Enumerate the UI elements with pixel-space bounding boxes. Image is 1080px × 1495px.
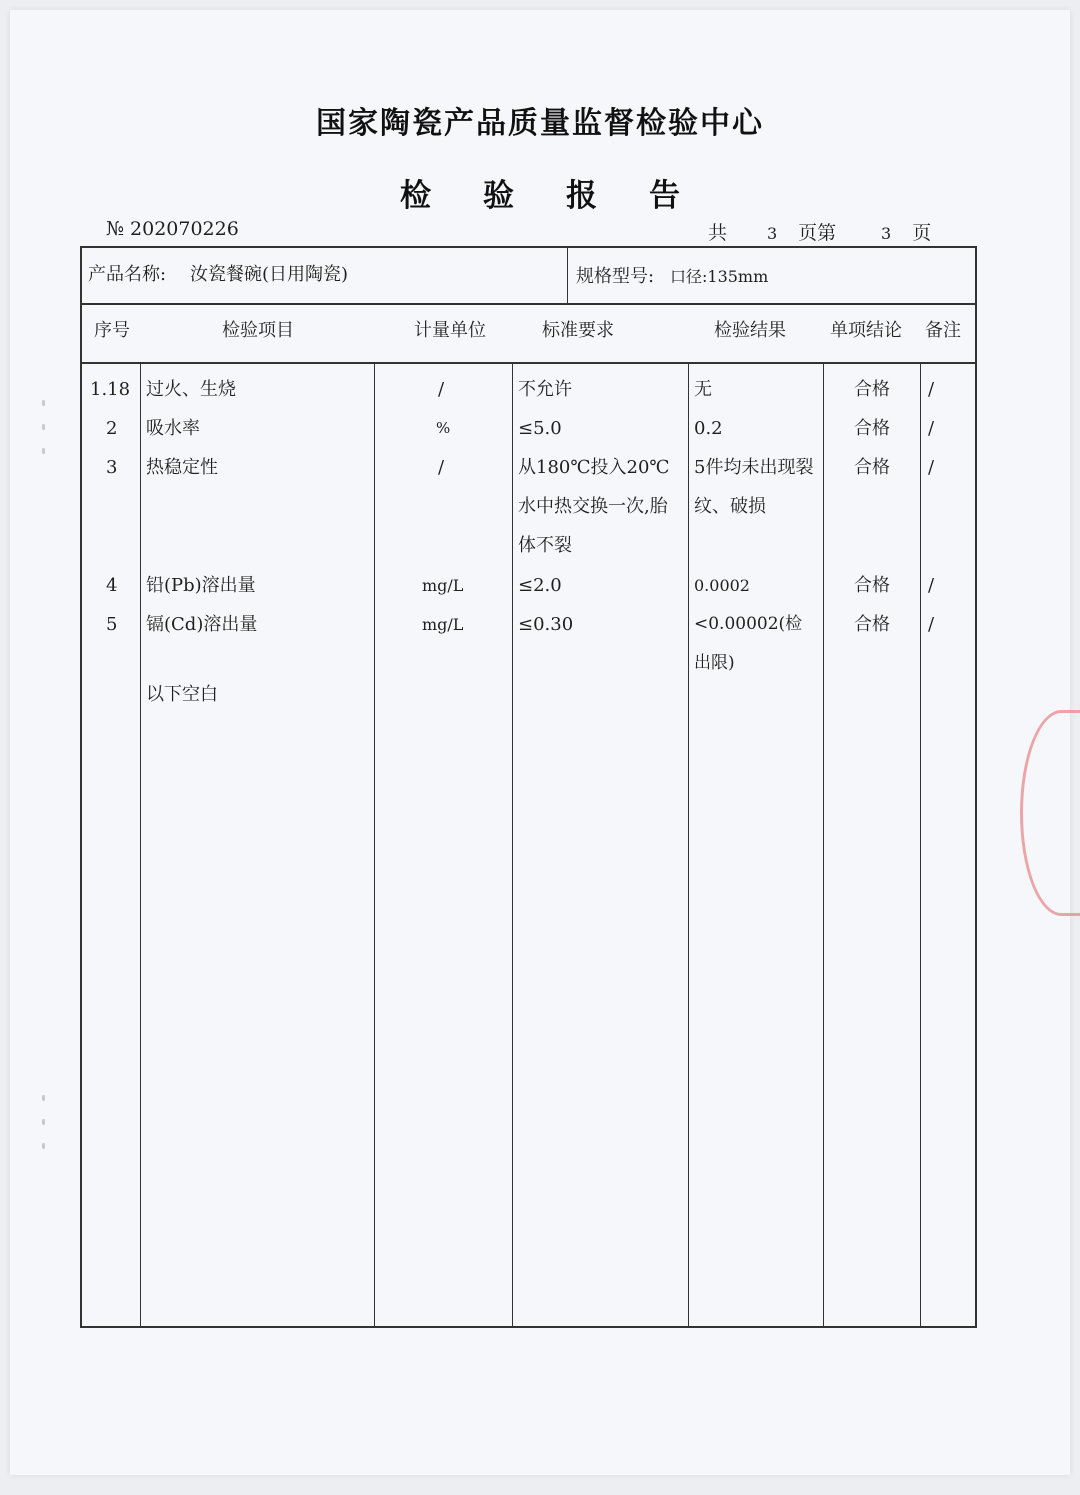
grid-line (374, 364, 375, 1326)
col-header-requirement: 标准要求 (542, 320, 614, 341)
product-row-divider (567, 248, 568, 303)
inspection-table (80, 246, 977, 1328)
page-total-label: 共 (708, 222, 728, 244)
document-title: 检验报告 (400, 178, 732, 214)
spec-value: 口径:135mm (670, 267, 769, 286)
row5-requirement: ≤0.30 (518, 614, 574, 635)
row1-result: 无 (694, 379, 712, 400)
header-row-border (82, 362, 975, 364)
binding-holes-bottom (42, 1095, 46, 1167)
row3-requirement: 从180℃投入20℃水中热交换一次,胎体不裂 (518, 457, 670, 556)
row1-item: 过火、生烧 (146, 379, 236, 400)
row3-no: 3 (106, 457, 118, 478)
col-header-unit: 计量单位 (414, 320, 486, 341)
spec-label: 规格型号: (576, 266, 655, 287)
row3-conclusion: 合格 (854, 457, 890, 478)
grid-line (140, 364, 141, 1326)
row2-remark: / (928, 418, 935, 439)
page-total: 3 (766, 224, 778, 243)
product-name-value: 汝瓷餐碗(日用陶瓷) (190, 264, 349, 285)
report-number: № 202070226 (106, 218, 239, 240)
organization-title: 国家陶瓷产品质量监督检验中心 (316, 106, 764, 141)
row2-no: 2 (106, 418, 118, 439)
product-row-border (82, 303, 975, 305)
row1-requirement: 不允许 (518, 379, 572, 400)
row5-unit: mg/L (422, 615, 464, 634)
grid-line (920, 364, 921, 1326)
col-header-result: 检验结果 (714, 320, 786, 341)
blank-note: 以下空白 (146, 684, 218, 705)
row5-result: <0.00002(检出限) (694, 614, 803, 673)
row4-result: 0.0002 (694, 576, 750, 595)
row4-unit: mg/L (422, 576, 464, 595)
grid-line (823, 364, 824, 1326)
report-page (10, 10, 1070, 1475)
col-header-conclusion: 单项结论 (830, 320, 902, 341)
row1-conclusion: 合格 (854, 379, 890, 400)
row3-item: 热稳定性 (146, 457, 218, 478)
row2-requirement: ≤5.0 (518, 418, 562, 439)
row3-result: 5件均未出现裂纹、破损 (694, 457, 814, 517)
row5-item: 镉(Cd)溶出量 (146, 614, 258, 635)
red-seal-stamp (1020, 710, 1080, 916)
col-header-item: 检验项目 (222, 320, 294, 341)
row5-remark: / (928, 614, 935, 635)
row2-unit: % (436, 419, 451, 437)
row4-remark: / (928, 575, 935, 596)
row2-conclusion: 合格 (854, 418, 890, 439)
col-header-no: 序号 (94, 320, 130, 341)
product-name-label: 产品名称: (88, 264, 167, 285)
col-header-remark: 备注 (925, 320, 961, 341)
row4-requirement: ≤2.0 (518, 575, 562, 596)
row5-no: 5 (106, 614, 118, 635)
row4-item: 铅(Pb)溶出量 (146, 575, 256, 596)
row5-conclusion: 合格 (854, 614, 890, 635)
binding-holes-top (42, 400, 46, 472)
row2-item: 吸水率 (146, 418, 200, 439)
row4-conclusion: 合格 (854, 575, 890, 596)
row1-no: 1.18 (90, 379, 131, 400)
page-current: 3 (881, 224, 892, 243)
grid-line (688, 364, 689, 1326)
row1-remark: / (928, 379, 935, 400)
grid-line (512, 364, 513, 1326)
row3-unit: / (438, 457, 445, 478)
row3-remark: / (928, 457, 935, 478)
row4-no: 4 (106, 575, 118, 596)
page-end-label: 页 (912, 222, 932, 244)
page-mid-label: 页第 (798, 222, 837, 244)
page-info (708, 218, 931, 245)
row2-result: 0.2 (694, 418, 723, 439)
row1-unit: / (438, 379, 445, 400)
